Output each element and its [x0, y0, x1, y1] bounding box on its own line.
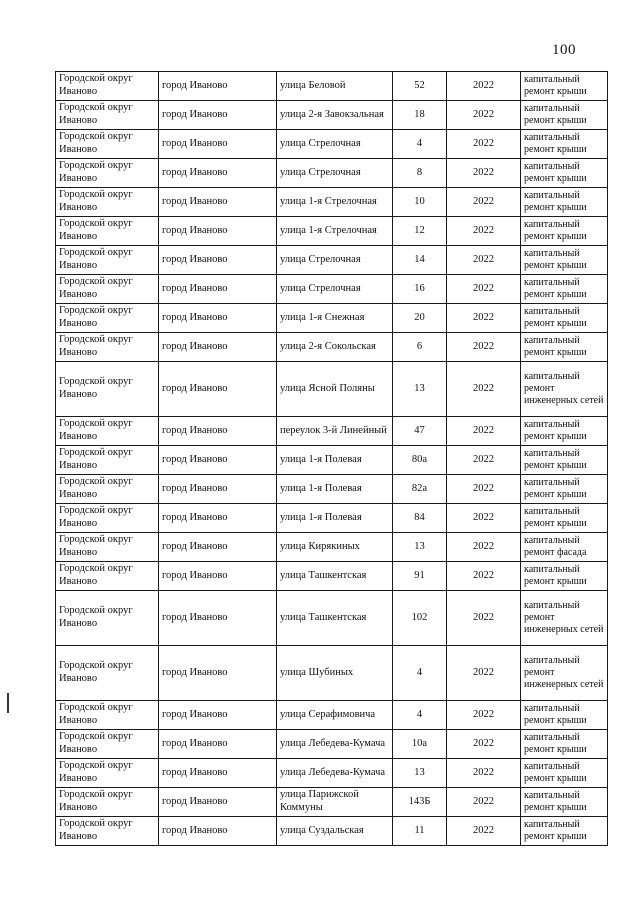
table-row [56, 101, 608, 130]
house-number-cell: 18 [393, 101, 447, 130]
district-cell: Городской округ Иваново [56, 275, 159, 304]
house-number-cell: 13 [393, 362, 447, 417]
repair-schedule-table [55, 71, 608, 846]
year-cell: 2022 [447, 788, 521, 817]
work-type-cell: капитальный ремонт крыши [521, 504, 608, 533]
table-row [56, 446, 608, 475]
work-type-cell: капитальный ремонт крыши [521, 417, 608, 446]
table-row [56, 533, 608, 562]
street-cell: улица Шубиных [277, 646, 393, 701]
table-row [56, 646, 608, 701]
house-number-cell: 12 [393, 217, 447, 246]
district-cell: Городской округ Иваново [56, 217, 159, 246]
city-cell: город Иваново [159, 72, 277, 101]
house-number-cell: 20 [393, 304, 447, 333]
work-type-cell: капитальный ремонт крыши [521, 475, 608, 504]
city-cell: город Иваново [159, 701, 277, 730]
table-row [56, 275, 608, 304]
year-cell: 2022 [447, 362, 521, 417]
district-cell: Городской округ Иваново [56, 646, 159, 701]
street-cell: улица 2-я Завокзальная [277, 101, 393, 130]
street-cell: улица Ташкентская [277, 562, 393, 591]
table-row [56, 817, 608, 846]
house-number-cell: 6 [393, 333, 447, 362]
work-type-cell: капитальный ремонт крыши [521, 130, 608, 159]
district-cell: Городской округ Иваново [56, 788, 159, 817]
house-number-cell: 4 [393, 701, 447, 730]
table-row [56, 304, 608, 333]
district-cell: Городской округ Иваново [56, 159, 159, 188]
district-cell: Городской округ Иваново [56, 817, 159, 846]
district-cell: Городской округ Иваново [56, 304, 159, 333]
street-cell: улица Беловой [277, 72, 393, 101]
city-cell: город Иваново [159, 304, 277, 333]
city-cell: город Иваново [159, 817, 277, 846]
work-type-cell: капитальный ремонт крыши [521, 333, 608, 362]
house-number-cell: 14 [393, 246, 447, 275]
house-number-cell: 52 [393, 72, 447, 101]
city-cell: город Иваново [159, 246, 277, 275]
year-cell: 2022 [447, 101, 521, 130]
year-cell: 2022 [447, 591, 521, 646]
city-cell: город Иваново [159, 788, 277, 817]
table-row [56, 362, 608, 417]
year-cell: 2022 [447, 759, 521, 788]
district-cell: Городской округ Иваново [56, 130, 159, 159]
work-type-cell: капитальный ремонт крыши [521, 101, 608, 130]
house-number-cell: 143Б [393, 788, 447, 817]
street-cell: улица Стрелочная [277, 159, 393, 188]
table-row [56, 701, 608, 730]
year-cell: 2022 [447, 730, 521, 759]
district-cell: Городской округ Иваново [56, 333, 159, 362]
table-row [56, 159, 608, 188]
year-cell: 2022 [447, 159, 521, 188]
district-cell: Городской округ Иваново [56, 562, 159, 591]
street-cell: улица 1-я Стрелочная [277, 217, 393, 246]
table-row [56, 562, 608, 591]
table-row [56, 72, 608, 101]
table-row [56, 504, 608, 533]
district-cell: Городской округ Иваново [56, 188, 159, 217]
year-cell: 2022 [447, 446, 521, 475]
house-number-cell: 102 [393, 591, 447, 646]
city-cell: город Иваново [159, 417, 277, 446]
district-cell: Городской округ Иваново [56, 101, 159, 130]
house-number-cell: 10а [393, 730, 447, 759]
street-cell: переулок 3-й Линейный [277, 417, 393, 446]
work-type-cell: капитальный ремонт крыши [521, 788, 608, 817]
street-cell: улица 1-я Полевая [277, 475, 393, 504]
table-row [56, 333, 608, 362]
street-cell: улица 1-я Полевая [277, 504, 393, 533]
street-cell: улица Кирякиных [277, 533, 393, 562]
city-cell: город Иваново [159, 562, 277, 591]
street-cell: улица 1-я Стрелочная [277, 188, 393, 217]
work-type-cell: капитальный ремонт крыши [521, 72, 608, 101]
table-row [56, 591, 608, 646]
work-type-cell: капитальный ремонт инженерных сетей [521, 646, 608, 701]
year-cell: 2022 [447, 475, 521, 504]
street-cell: улица Суздальская [277, 817, 393, 846]
house-number-cell: 82а [393, 475, 447, 504]
city-cell: город Иваново [159, 362, 277, 417]
street-cell: улица Лебедева-Кумача [277, 759, 393, 788]
house-number-cell: 13 [393, 533, 447, 562]
house-number-cell: 13 [393, 759, 447, 788]
street-cell: улица 2-я Сокольская [277, 333, 393, 362]
city-cell: город Иваново [159, 130, 277, 159]
year-cell: 2022 [447, 504, 521, 533]
work-type-cell: капитальный ремонт крыши [521, 217, 608, 246]
house-number-cell: 16 [393, 275, 447, 304]
year-cell: 2022 [447, 72, 521, 101]
city-cell: город Иваново [159, 730, 277, 759]
house-number-cell: 91 [393, 562, 447, 591]
district-cell: Городской округ Иваново [56, 72, 159, 101]
work-type-cell: капитальный ремонт крыши [521, 701, 608, 730]
district-cell: Городской округ Иваново [56, 504, 159, 533]
city-cell: город Иваново [159, 504, 277, 533]
city-cell: город Иваново [159, 533, 277, 562]
district-cell: Городской округ Иваново [56, 446, 159, 475]
city-cell: город Иваново [159, 101, 277, 130]
street-cell: улица Стрелочная [277, 130, 393, 159]
table-row [56, 730, 608, 759]
year-cell: 2022 [447, 533, 521, 562]
year-cell: 2022 [447, 417, 521, 446]
scan-artifact-mark [7, 693, 9, 713]
work-type-cell: капитальный ремонт крыши [521, 246, 608, 275]
house-number-cell: 4 [393, 130, 447, 159]
year-cell: 2022 [447, 217, 521, 246]
table-row [56, 246, 608, 275]
work-type-cell: капитальный ремонт крыши [521, 562, 608, 591]
work-type-cell: капитальный ремонт крыши [521, 817, 608, 846]
city-cell: город Иваново [159, 591, 277, 646]
year-cell: 2022 [447, 646, 521, 701]
work-type-cell: капитальный ремонт крыши [521, 730, 608, 759]
district-cell: Городской округ Иваново [56, 759, 159, 788]
street-cell: улица Серафимовича [277, 701, 393, 730]
district-cell: Городской округ Иваново [56, 417, 159, 446]
house-number-cell: 10 [393, 188, 447, 217]
work-type-cell: капитальный ремонт инженерных сетей [521, 362, 608, 417]
work-type-cell: капитальный ремонт крыши [521, 275, 608, 304]
house-number-cell: 80а [393, 446, 447, 475]
year-cell: 2022 [447, 188, 521, 217]
street-cell: улица Ташкентская [277, 591, 393, 646]
district-cell: Городской округ Иваново [56, 362, 159, 417]
city-cell: город Иваново [159, 446, 277, 475]
table-row [56, 217, 608, 246]
street-cell: улица Стрелочная [277, 246, 393, 275]
street-cell: улица Ясной Поляны [277, 362, 393, 417]
district-cell: Городской округ Иваново [56, 533, 159, 562]
street-cell: улица Парижской Коммуны [277, 788, 393, 817]
table-row [56, 130, 608, 159]
year-cell: 2022 [447, 333, 521, 362]
year-cell: 2022 [447, 275, 521, 304]
city-cell: город Иваново [159, 188, 277, 217]
table-row [56, 475, 608, 504]
city-cell: город Иваново [159, 159, 277, 188]
city-cell: город Иваново [159, 333, 277, 362]
year-cell: 2022 [447, 130, 521, 159]
district-cell: Городской округ Иваново [56, 730, 159, 759]
year-cell: 2022 [447, 246, 521, 275]
work-type-cell: капитальный ремонт крыши [521, 759, 608, 788]
house-number-cell: 11 [393, 817, 447, 846]
table-row [56, 788, 608, 817]
city-cell: город Иваново [159, 275, 277, 304]
district-cell: Городской округ Иваново [56, 246, 159, 275]
street-cell: улица 1-я Снежная [277, 304, 393, 333]
district-cell: Городской округ Иваново [56, 591, 159, 646]
city-cell: город Иваново [159, 475, 277, 504]
table-row [56, 759, 608, 788]
street-cell: улица Лебедева-Кумача [277, 730, 393, 759]
district-cell: Городской округ Иваново [56, 701, 159, 730]
work-type-cell: капитальный ремонт крыши [521, 159, 608, 188]
city-cell: город Иваново [159, 759, 277, 788]
house-number-cell: 47 [393, 417, 447, 446]
work-type-cell: капитальный ремонт инженерных сетей [521, 591, 608, 646]
work-type-cell: капитальный ремонт крыши [521, 188, 608, 217]
year-cell: 2022 [447, 701, 521, 730]
work-type-cell: капитальный ремонт крыши [521, 304, 608, 333]
house-number-cell: 4 [393, 646, 447, 701]
table-row [56, 188, 608, 217]
street-cell: улица Стрелочная [277, 275, 393, 304]
street-cell: улица 1-я Полевая [277, 446, 393, 475]
year-cell: 2022 [447, 562, 521, 591]
house-number-cell: 84 [393, 504, 447, 533]
year-cell: 2022 [447, 817, 521, 846]
work-type-cell: капитальный ремонт фасада [521, 533, 608, 562]
table-body [56, 72, 608, 846]
city-cell: город Иваново [159, 217, 277, 246]
district-cell: Городской округ Иваново [56, 475, 159, 504]
year-cell: 2022 [447, 304, 521, 333]
work-type-cell: капитальный ремонт крыши [521, 446, 608, 475]
table-row [56, 417, 608, 446]
page-number: 100 [552, 42, 576, 58]
city-cell: город Иваново [159, 646, 277, 701]
house-number-cell: 8 [393, 159, 447, 188]
